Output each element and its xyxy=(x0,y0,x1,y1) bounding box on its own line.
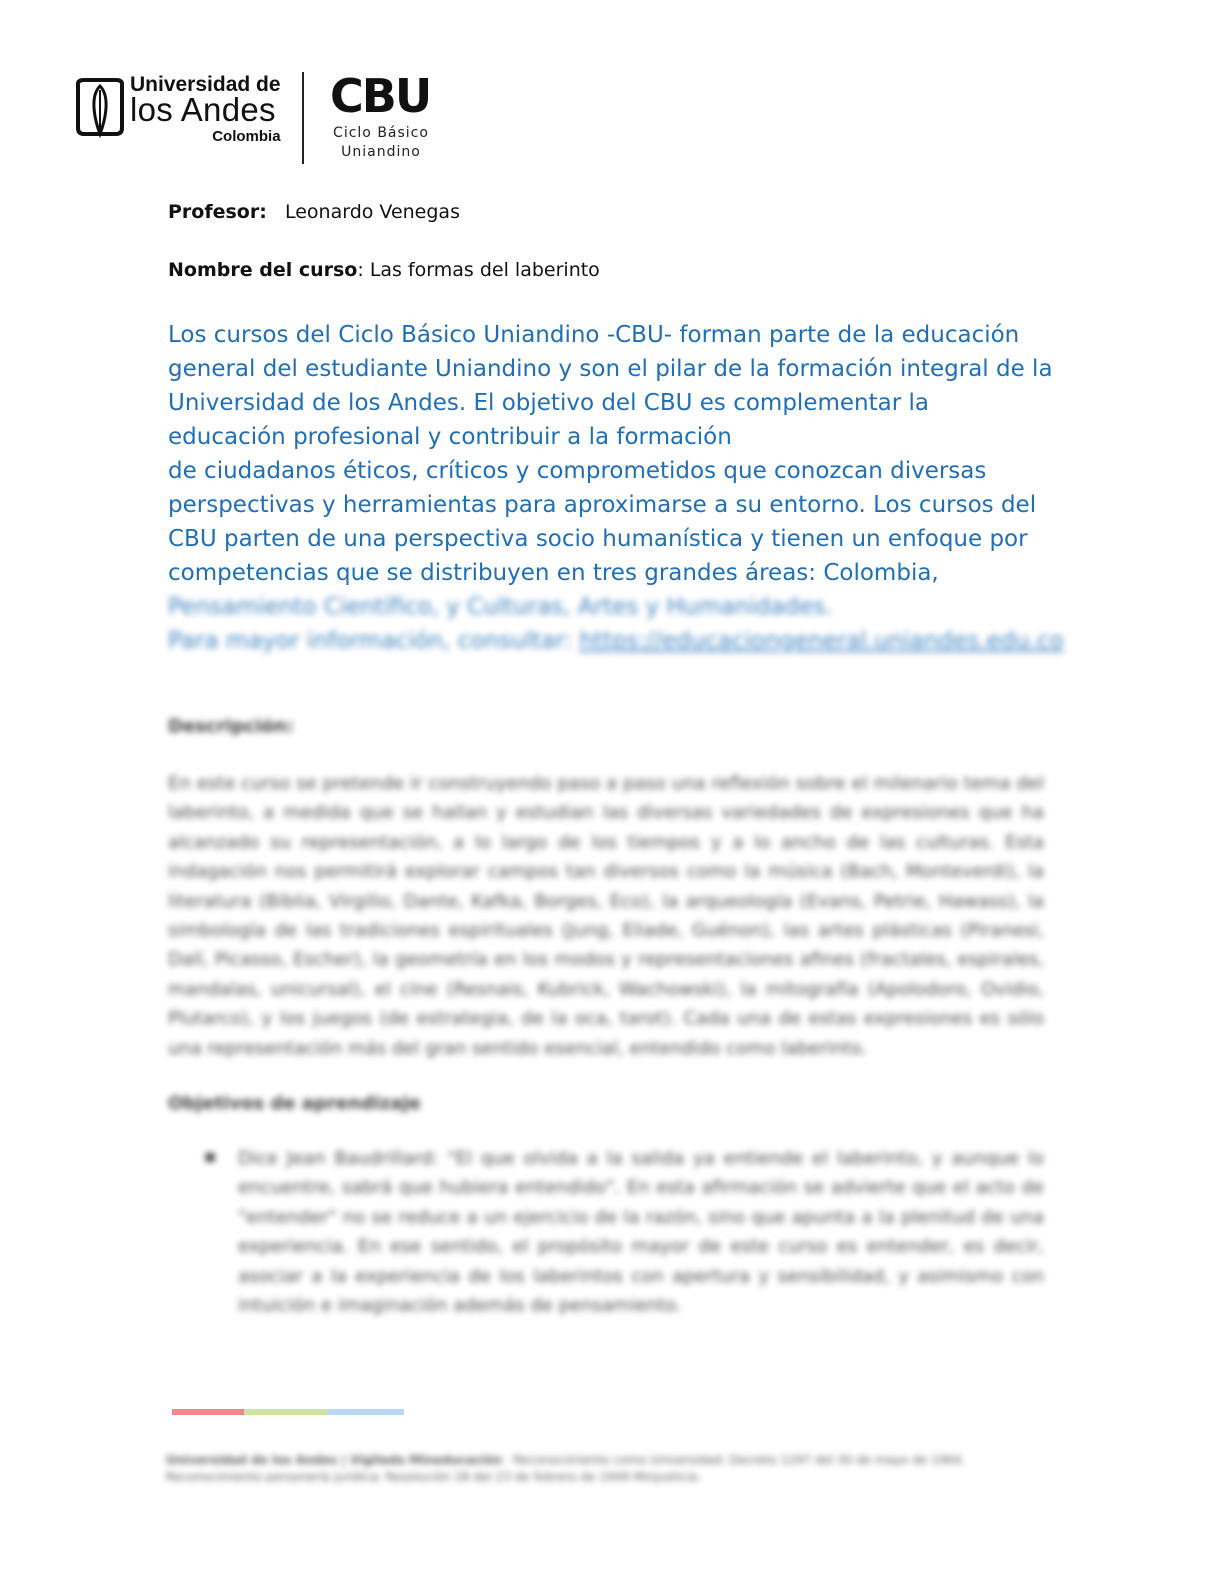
footer-bar-segment xyxy=(172,1409,244,1415)
intro-line: general del estudiante Uniandino y son el pilar de la formación integral de la xyxy=(168,356,1053,382)
university-logo-text xyxy=(130,74,281,144)
bullet-icon: ▪ xyxy=(204,1146,217,1168)
university-emblem-icon xyxy=(72,78,126,138)
cbu-subtitle xyxy=(332,124,430,162)
course-name: : Las formas del laberinto xyxy=(357,259,600,281)
cbu-sub-line2: Uniandino xyxy=(341,144,421,160)
intro-line: educación profesional y contribuir a la formación xyxy=(168,424,732,450)
footer-bar-segment xyxy=(328,1409,404,1415)
professor-label: Profesor: xyxy=(168,201,267,223)
professor-line xyxy=(168,198,1048,226)
cbu-intro-paragraph xyxy=(168,318,1053,590)
footer-bar-segment xyxy=(244,1409,328,1415)
course-name-line xyxy=(168,256,1048,284)
intro-areas-line: Pensamiento Científico, y Culturas, Artes y Humanidades. xyxy=(168,594,833,620)
more-info-text: Para mayor información, consultar: xyxy=(168,628,580,654)
description-section xyxy=(168,716,1048,1063)
objectives-section xyxy=(168,1093,1048,1320)
footer-line2: Reconocimiento personería jurídica: Resolución 28 del 23 de febrero de 1949 Minjusticia. xyxy=(166,1470,702,1484)
intro-line: de ciudadanos éticos, críticos y comprometidos que conozcan diversas xyxy=(168,458,987,484)
university-line1: Universidad de xyxy=(130,73,281,96)
intro-line: perspectivas y herramientas para aproximarse a su entorno. Los cursos del xyxy=(168,492,1037,518)
description-heading: Descripción: xyxy=(168,716,294,737)
intro-line: Los cursos del Ciclo Básico Uniandino -CBU- forman parte de la educación xyxy=(168,322,1020,348)
footer-line1-rest: · Reconocimiento como Universidad: Decreto 1297 del 30 de mayo de 1964. xyxy=(502,1453,966,1467)
more-info-link[interactable]: https://educaciongeneral.uniandes.edu.co xyxy=(579,628,1064,654)
logo-divider xyxy=(302,72,304,164)
university-line3: Colombia xyxy=(212,128,281,145)
footer-line1 xyxy=(166,1452,1036,1469)
objective-text: Dice Jean Baudrillard: "El que olvida a la salida ya entiende el laberinto, y aunque lo encuentre, sabrá que hubiera entendido". En esta afirmación se advierte que el acto de "entender" no se reduce a un ejercicio de la razón, sino que apunta a la plenitud de una experiencia. En ese sentido, el propósito mayor de este curso es entender, es decir, asociar a la experiencia de los laberintos con apertura y sensibilidad, y asimismo con intuición e imaginación además de pensamiento. xyxy=(238,1148,1044,1317)
footer-line1-bold: Universidad de los Andes | Vigilada Mineducación xyxy=(166,1453,503,1467)
description-text: En este curso se pretende ir construyendo paso a paso una reflexión sobre el milenario tema del laberinto, a medida que se hallan y estudian las diversas variedades de expresiones que ha alcanzado su representación, a lo largo de los tiempos y a lo ancho de las culturas. Esta indagación nos permitirá explorar campos tan diversos como la música (Bach, Monteverdi), la literatura (Biblia, Virgilio, Dante, Kafka, Borges, Eco), la arqueología (Evans, Petrie, Hawass), la simbología de las tradiciones espirituales (Jung, Eliade, Guénon), las artes plásticas (Piranesi, Dalí, Picasso, Escher), la geometría en los modos y representaciones afines (fractales, espirales, mandalas, unicursal), el cine (Resnais, Kubrick, Wachowski), la mitografía (Apolodoro, Ovidio, Plutarco), y los juegos (de estrategia, de la oca, tarot). Cada una de estas expresiones es sólo una representación más del gran sentido esencial, entendido como laberinto. xyxy=(168,773,1044,1059)
intro-line: competencias que se distribuyen en tres grandes áreas: Colombia, xyxy=(168,560,939,586)
intro-line: Universidad de los Andes. El objetivo del CBU es complementar la xyxy=(168,390,929,416)
course-label: Nombre del curso xyxy=(168,259,358,281)
footer-color-bar xyxy=(172,1409,404,1415)
intro-blurred-lines xyxy=(168,590,1064,658)
header xyxy=(72,70,452,170)
professor-name: Leonardo Venegas xyxy=(284,201,460,223)
cbu-logo-text: CBU xyxy=(330,70,430,120)
intro-line: CBU parten de una perspectiva socio humanística y tienen un enfoque por xyxy=(168,526,1028,552)
objectives-heading: Objetivos de aprendizaje xyxy=(168,1093,421,1115)
cbu-sub-line1: Ciclo Básico xyxy=(333,125,429,141)
cbu-logo xyxy=(330,70,430,120)
document-body xyxy=(168,198,1064,1321)
university-line2: los Andes xyxy=(130,91,276,128)
more-info-line xyxy=(168,624,1064,658)
objective-item xyxy=(168,1144,1044,1320)
footer-text xyxy=(166,1452,1036,1486)
